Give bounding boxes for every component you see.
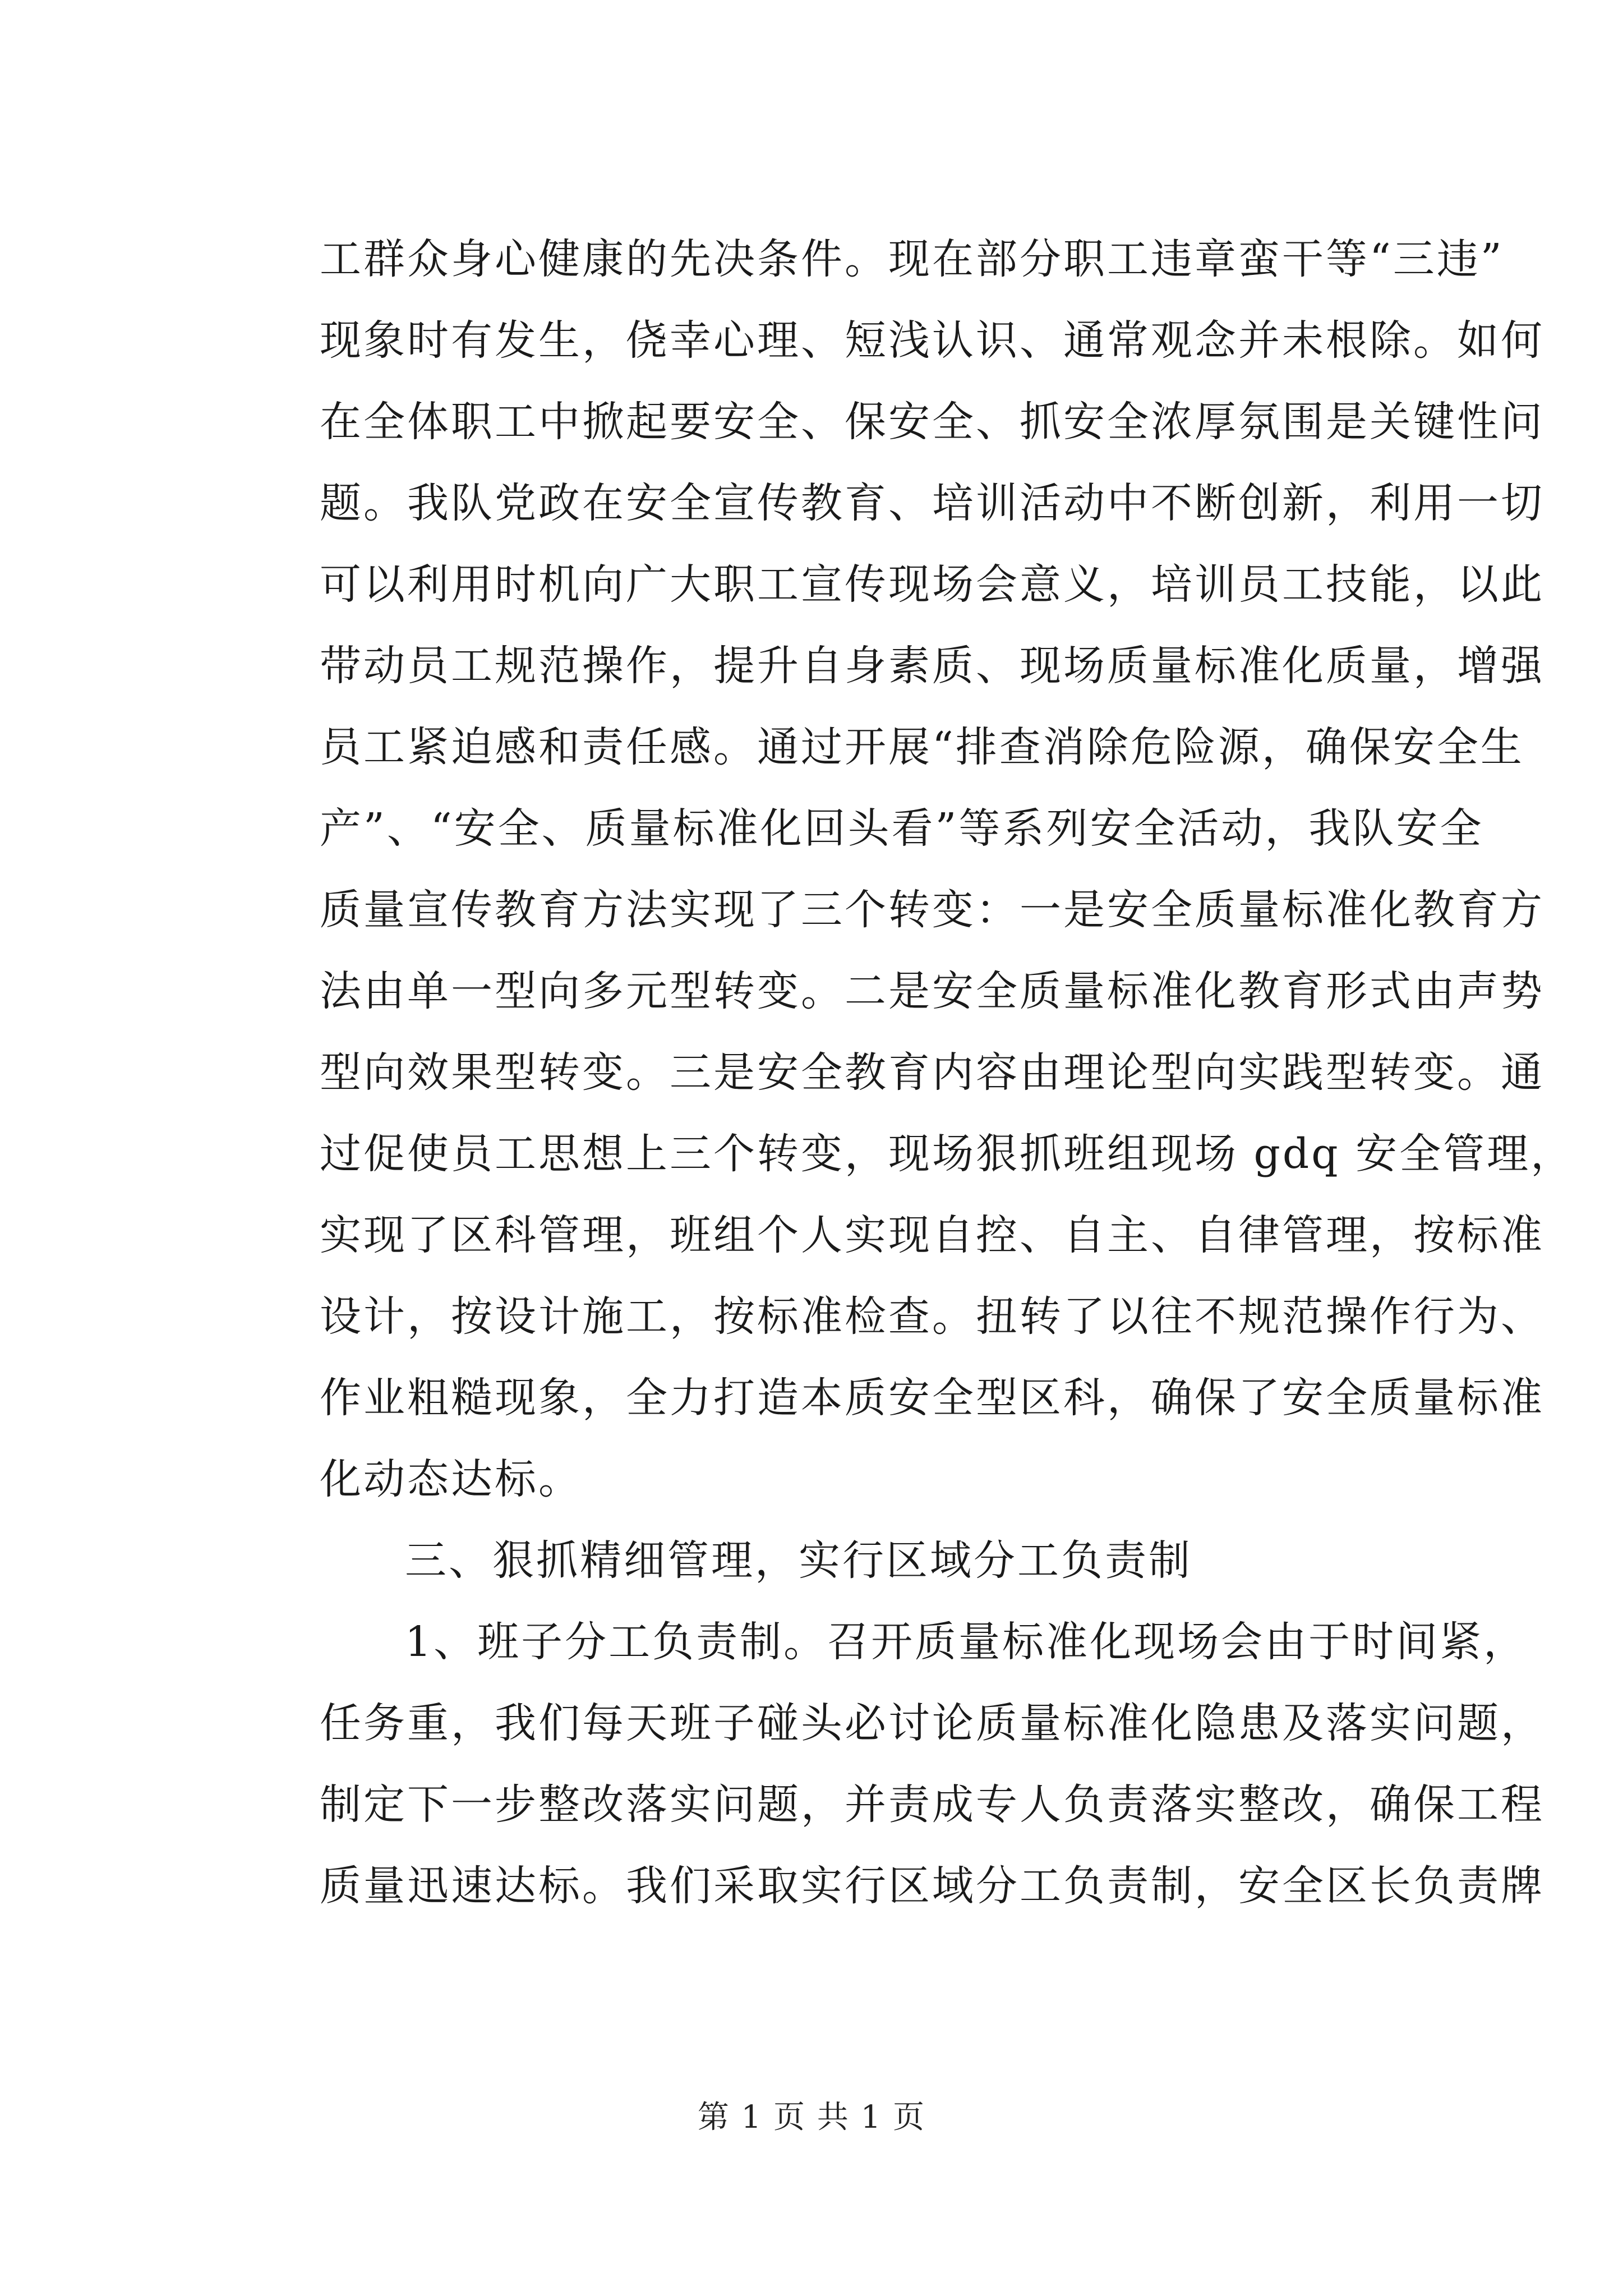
body-text xyxy=(320,219,1575,1927)
text-line: 产”、“安全、质量标准化回头看”等系列安全活动，我队安全 xyxy=(320,804,1484,853)
text-line: 化动态达标。 xyxy=(320,1455,582,1503)
text-line: 实现了区科管理，班组个人实现自控、自主、自律管理，按标准 xyxy=(320,1211,1544,1259)
text-line: 任务重，我们每天班子碰头必讨论质量标准化隐患及落实问题， xyxy=(320,1699,1544,1747)
page-footer: 第 1 页 共 1 页 xyxy=(697,2099,926,2136)
text-line: 带动员工规范操作，提升自身素质、现场质量标准化质量，增强 xyxy=(320,642,1544,690)
text-line: 制定下一步整改落实问题，并责成专人负责落实整改，确保工程 xyxy=(320,1780,1544,1829)
text-line: 工群众身心健康的先决条件。现在部分职工违章蛮干等“三违” xyxy=(320,235,1504,283)
text-line: 可以利用时机向广大职工宣传现场会意义，培训员工技能，以此 xyxy=(320,560,1544,609)
text-line: 质量宣传教育方法实现了三个转变：一是安全质量标准化教育方 xyxy=(320,886,1544,934)
text-line: 质量迅速达标。我们采取实行区域分工负责制，安全区长负责牌 xyxy=(320,1862,1544,1910)
text-line: 现象时有发生，侥幸心理、短浅认识、通常观念并未根除。如何 xyxy=(320,316,1544,365)
section-heading: 三、狠抓精细管理，实行区域分工负责制 xyxy=(405,1536,1192,1585)
text-line: 作业粗糙现象，全力打造本质安全型区科，确保了安全质量标准 xyxy=(320,1374,1544,1422)
text-line: 法由单一型向多元型转变。二是安全质量标准化教育形式由声势 xyxy=(320,967,1544,1015)
text-line: 设计，按设计施工，按标准检查。扭转了以往不规范操作行为、 xyxy=(320,1292,1544,1341)
text-line: 过促使员工思想上三个转变，现场狠抓班组现场 gdq 安全管理， xyxy=(320,1130,1575,1178)
text-line: 在全体职工中掀起要安全、保安全、抓安全浓厚氛围是关键性问 xyxy=(320,398,1544,446)
text-line: 1、班子分工负责制。召开质量标准化现场会由于时间紧， xyxy=(405,1618,1528,1666)
text-line: 题。我队党政在安全宣传教育、培训活动中不断创新，利用一切 xyxy=(320,479,1544,527)
text-line: 型向效果型转变。三是安全教育内容由理论型向实践型转变。通 xyxy=(320,1048,1544,1097)
text-line: 员工紧迫感和责任感。通过开展“排查消除危险源，确保安全生 xyxy=(320,723,1524,771)
